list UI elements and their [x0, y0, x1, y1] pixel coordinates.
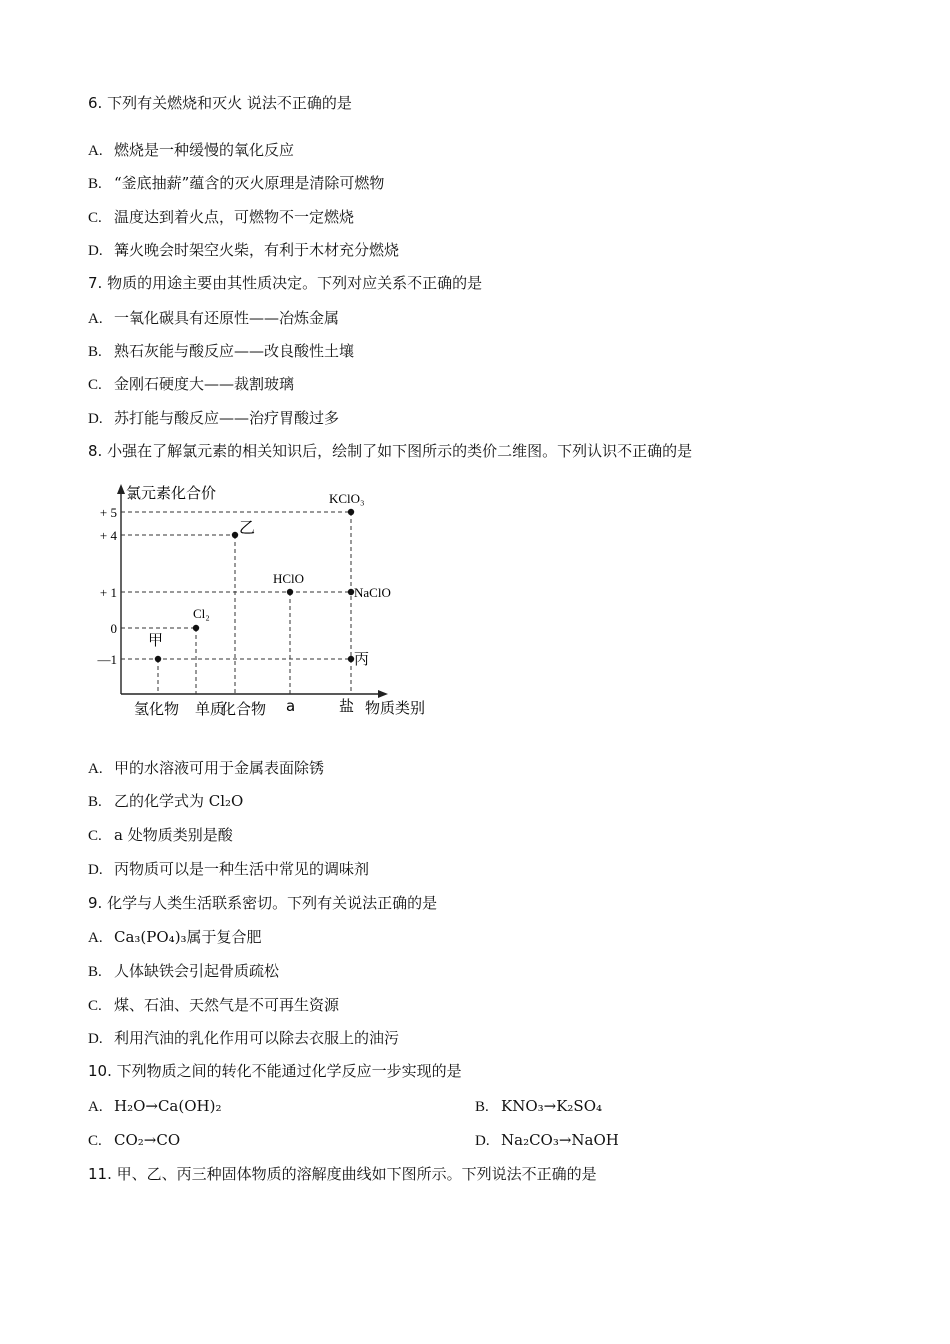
- q6-option-b: B. “釜底抽薪”蕴含的灭火原理是清除可燃物: [88, 174, 385, 192]
- x-category-label: 单质: [195, 700, 226, 718]
- x-axis-label: 物质类别: [365, 699, 426, 717]
- y-axis-label: 氯元素化合价: [126, 484, 217, 502]
- q8-option-a: A. 甲的水溶液可用于金属表面除锈: [88, 759, 325, 777]
- y-tick-label: —1: [97, 652, 117, 667]
- question-11-stem: 11. 甲、乙、丙三种固体物质的溶解度曲线如下图所示。下列说法不正确的是: [88, 1165, 597, 1183]
- y-axis-arrow: [117, 484, 125, 494]
- q6-option-c: C. 温度达到着火点，可燃物不一定燃烧: [88, 208, 355, 226]
- x-axis-arrow: [378, 690, 388, 698]
- data-point-label: NaClO: [354, 585, 391, 600]
- data-point-label: KClO₃: [329, 491, 365, 506]
- q9-option-c: C. 煤、石油、天然气是不可再生资源: [88, 996, 340, 1014]
- data-point-label: HClO: [273, 571, 305, 586]
- data-point: [232, 532, 238, 538]
- q8-option-c: C. a 处物质类别是酸: [88, 826, 233, 844]
- q10-option-a: A. H₂O→Ca(OH)₂: [88, 1097, 222, 1115]
- data-point-label: 甲: [148, 631, 164, 649]
- q7-option-a: A. 一氧化碳具有还原性——冶炼金属: [88, 309, 340, 327]
- q6-option-a: A. 燃烧是一种缓慢的氧化反应: [88, 141, 295, 159]
- x-category-label: 氢化物: [134, 700, 180, 718]
- question-10-stem: 10. 下列物质之间的转化不能通过化学反应一步实现的是: [88, 1062, 462, 1080]
- x-category-label: a: [286, 697, 296, 715]
- question-8-stem: 8. 小强在了解氯元素的相关知识后，绘制了如下图所示的类价二维图。下列认识不正确的是: [88, 442, 693, 460]
- y-tick-label: + 5: [99, 505, 117, 520]
- q9-option-d: D. 利用汽油的乳化作用可以除去衣服上的油污: [88, 1029, 400, 1047]
- x-category-label: 盐: [339, 697, 355, 715]
- q8-option-b: B. 乙的化学式为 Cl₂O: [88, 792, 244, 810]
- question-9-stem: 9. 化学与人类生活联系密切。下列有关说法正确的是: [88, 894, 438, 912]
- q9-option-a: A. Ca₃(PO₄)₃属于复合肥: [88, 928, 262, 946]
- data-point: [348, 509, 354, 515]
- data-point-label: Cl₂: [193, 606, 210, 621]
- data-point: [155, 656, 161, 662]
- x-category-label: 化合物: [221, 700, 267, 718]
- q7-option-b: B. 熟石灰能与酸反应——改良酸性土壤: [88, 342, 355, 360]
- data-point-label: 丙: [354, 650, 370, 668]
- y-tick-label: 0: [110, 621, 117, 636]
- data-point: [193, 625, 199, 631]
- q9-option-b: B. 人体缺铁会引起骨质疏松: [88, 962, 280, 980]
- question-6-stem: 6. 下列有关燃烧和灭火 说法不正确的是: [88, 94, 352, 112]
- q7-option-c: C. 金刚石硬度大——裁割玻璃: [88, 375, 295, 393]
- q10-option-c: C. CO₂→CO: [88, 1131, 181, 1149]
- q10-option-b: B. KNO₃→K₂SO₄: [475, 1097, 603, 1115]
- y-tick-label: + 1: [99, 585, 117, 600]
- q7-option-d: D. 苏打能与酸反应——治疗胃酸过多: [88, 409, 340, 427]
- question-7-stem: 7. 物质的用途主要由其性质决定。下列对应关系不正确的是: [88, 274, 483, 292]
- q8-option-d: D. 丙物质可以是一种生活中常见的调味剂: [88, 860, 370, 878]
- y-tick-label: + 4: [99, 528, 117, 543]
- data-point: [287, 589, 293, 595]
- valence-category-chart: [88, 478, 448, 723]
- q6-option-d: D. 篝火晚会时架空火柴，有利于木材充分燃烧: [88, 241, 400, 259]
- q10-option-d: D. Na₂CO₃→NaOH: [475, 1131, 619, 1149]
- data-point-label: 乙: [239, 518, 256, 537]
